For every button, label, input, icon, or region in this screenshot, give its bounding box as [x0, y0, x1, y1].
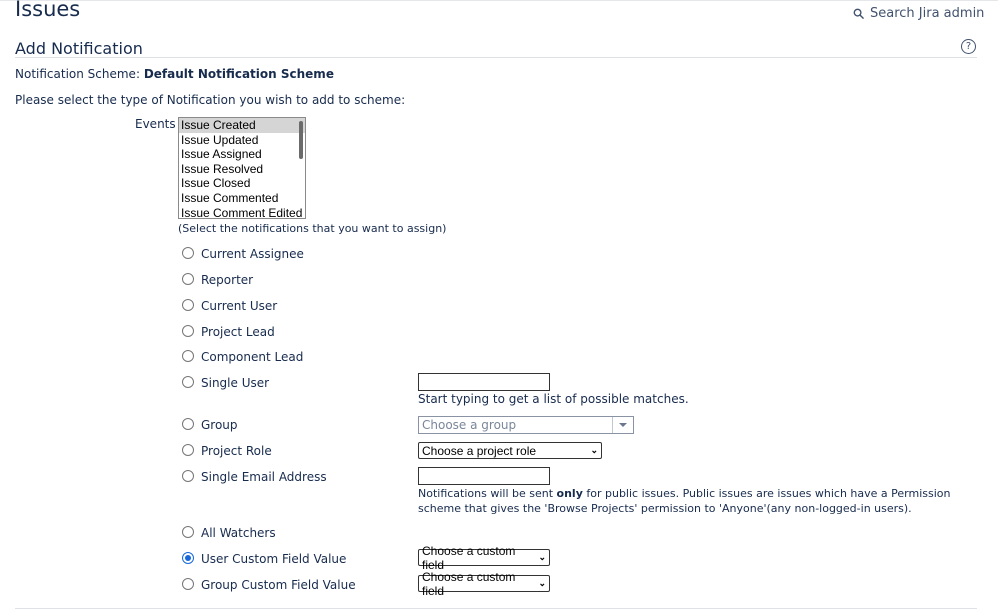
radio-button[interactable] [182, 470, 194, 482]
radio-button[interactable] [182, 418, 194, 430]
radio-label: User Custom Field Value [201, 552, 347, 566]
radio-label: Group [201, 418, 238, 432]
radio-project-lead[interactable] [182, 325, 194, 337]
radio-label: Project Role [201, 444, 272, 458]
section-title: Add Notification [15, 39, 143, 58]
chevron-down-icon: ⌄ [590, 445, 598, 455]
radio-button[interactable] [182, 273, 194, 285]
single-user-help: Start typing to get a list of possible matches. [418, 392, 689, 406]
event-option[interactable]: Issue Commented [181, 190, 279, 205]
scheme-name: Default Notification Scheme [143, 67, 334, 81]
events-scrollbar[interactable] [299, 121, 303, 159]
group-picker[interactable] [418, 416, 634, 434]
radio-button[interactable] [182, 444, 194, 456]
scheme-label: Notification Scheme: [15, 67, 140, 81]
radio-label: Current Assignee [201, 247, 304, 261]
radio-button[interactable] [182, 325, 194, 337]
radio-single-email[interactable] [182, 470, 194, 482]
radio-group-custom-field[interactable] [182, 578, 194, 590]
group-picker-input[interactable]: Choose a group [422, 418, 517, 432]
user-custom-field-selected: Choose a custom field [422, 543, 516, 572]
event-option[interactable]: Issue Resolved [181, 161, 264, 176]
radio-label: Project Lead [201, 325, 275, 339]
group-picker-dropdown[interactable] [612, 417, 633, 433]
radio-button[interactable] [182, 247, 194, 259]
notification-scheme-line [15, 67, 334, 81]
group-custom-field-selected: Choose a custom field [422, 569, 516, 598]
radio-label: Current User [201, 299, 278, 313]
triangle-down-icon [619, 423, 627, 427]
radio-label: Single Email Address [201, 470, 327, 484]
select-hint: (Select the notifications that you want to assign) [178, 222, 447, 235]
event-option[interactable]: Issue Closed [181, 176, 251, 191]
radio-button[interactable] [182, 350, 194, 362]
project-role-select[interactable] [418, 442, 602, 459]
radio-group[interactable] [182, 418, 194, 430]
radio-all-watchers[interactable] [182, 526, 194, 538]
event-option[interactable]: Issue Updated [181, 132, 259, 147]
events-listbox[interactable] [178, 117, 306, 219]
radio-current-assignee[interactable] [182, 247, 194, 259]
radio-label: Reporter [201, 273, 254, 287]
event-option[interactable]: Issue Comment Edited [181, 205, 303, 219]
radio-label: Component Lead [201, 350, 304, 364]
help-glyph: ? [965, 40, 972, 52]
search-label: Search Jira admin [870, 6, 985, 21]
chevron-down-icon: ⌄ [538, 552, 546, 562]
radio-label: Single User [201, 376, 270, 390]
event-option[interactable]: Issue Created [179, 118, 305, 133]
top-border [0, 0, 998, 3]
group-custom-field-select[interactable] [418, 569, 550, 598]
single-email-help [418, 486, 963, 516]
help-icon[interactable] [961, 39, 976, 54]
radio-button[interactable] [182, 552, 194, 564]
radio-user-custom-field[interactable] [182, 552, 194, 564]
events-label: Events [135, 117, 176, 131]
radio-component-lead[interactable] [182, 350, 194, 362]
user-custom-field-select[interactable] [418, 543, 550, 572]
intro-text: Please select the type of Notification you wish to add to scheme: [15, 93, 406, 107]
radio-label: All Watchers [201, 526, 276, 540]
help-text-part: Notifications will be sent [418, 487, 557, 500]
single-email-input[interactable] [418, 467, 550, 485]
chevron-down-icon: ⌄ [538, 578, 546, 588]
project-role-selected: Choose a project role [422, 443, 537, 458]
radio-label: Group Custom Field Value [201, 578, 356, 592]
help-text-part: for public issues. Public issues are issues which have a Permission scheme that gives the 'Browse Projects' permission to 'Anyone'(any non-logged-in users). [418, 487, 951, 515]
search-icon [853, 8, 864, 19]
radio-current-user[interactable] [182, 299, 194, 311]
search-jira-admin-link[interactable] [853, 6, 984, 21]
radio-project-role[interactable] [182, 444, 194, 456]
radio-button[interactable] [182, 578, 194, 590]
radio-reporter[interactable] [182, 273, 194, 285]
radio-button[interactable] [182, 526, 194, 538]
radio-button[interactable] [182, 299, 194, 311]
radio-button[interactable] [182, 376, 194, 388]
event-option[interactable]: Issue Assigned [181, 147, 262, 162]
bottom-divider [15, 608, 977, 609]
help-text-bold: only [556, 487, 583, 500]
radio-single-user[interactable] [182, 376, 194, 388]
single-user-input[interactable] [418, 373, 550, 391]
section-divider [15, 57, 977, 58]
page-title: Issues [15, 0, 81, 21]
